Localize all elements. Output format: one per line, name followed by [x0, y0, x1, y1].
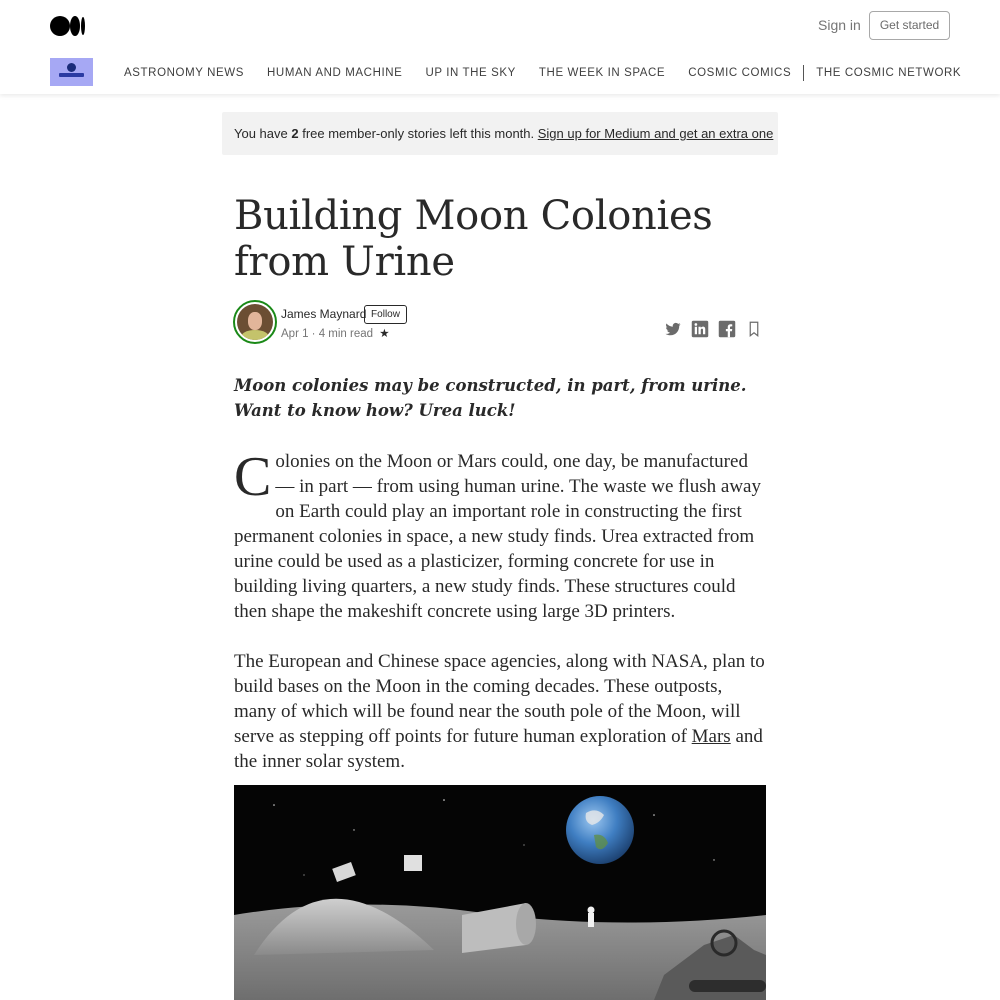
drop-cap: C	[234, 446, 272, 508]
date-readtime: Apr 1 · 4 min read	[281, 328, 374, 340]
medium-logo[interactable]	[50, 15, 86, 37]
nav-item-the-week-in-space[interactable]: THE WEEK IN SPACE	[538, 67, 666, 79]
sign-in-link[interactable]: Sign in	[818, 17, 861, 33]
publication-nav	[124, 65, 984, 81]
publication-logo[interactable]	[50, 58, 93, 86]
get-started-button[interactable]: Get started	[869, 11, 950, 40]
article-subtitle: Moon colonies may be constructed, in part, from urine. Want to know how? Urea luck!	[234, 376, 747, 420]
nav-item-up-in-the-sky[interactable]: UP IN THE SKY	[425, 67, 516, 79]
nav-item-astronomy-news[interactable]: ASTRONOMY NEWS	[124, 67, 245, 79]
nav-divider	[803, 65, 804, 81]
paragraph-2-text-a: The European and Chinese space agencies, along with NASA, plan to build bases on the Moon in the coming decades. These outposts, many of which will be found near the south pole of the Moon, will serve as stepping off points for future human exploration of	[234, 651, 765, 747]
facebook-icon[interactable]	[718, 320, 736, 338]
nav-item-cosmic-comics[interactable]: COSMIC COMICS	[688, 67, 792, 79]
banner-middle: free member-only stories left this month.	[298, 126, 538, 141]
paragraph-2-text-b: and the inner solar system.	[234, 726, 763, 772]
mars-link[interactable]: Mars	[691, 726, 731, 747]
member-star-icon: ★	[379, 328, 390, 340]
signup-link[interactable]: Sign up for Medium and get an extra one	[537, 126, 774, 141]
moon-colony-image	[234, 785, 766, 1000]
paragraph-2	[234, 649, 766, 774]
bookmark-icon[interactable]	[745, 320, 763, 338]
banner-count: 2	[291, 126, 299, 141]
author-avatar[interactable]	[233, 300, 277, 344]
article-meta	[281, 326, 390, 340]
share-actions	[664, 320, 763, 338]
nav-item-the-cosmic-network[interactable]: THE COSMIC NETWORK	[816, 67, 962, 79]
twitter-icon[interactable]	[664, 320, 682, 338]
linkedin-icon[interactable]	[691, 320, 709, 338]
article-title: Building Moon Colonies from Urine	[234, 193, 713, 285]
author-name[interactable]: James Maynard	[281, 307, 367, 321]
paragraph-1	[234, 446, 766, 624]
banner-prefix: You have	[234, 126, 292, 141]
paragraph-1-text: olonies on the Moon or Mars could, one day, be manufactured — in part — from using human urine. The waste we flush away on Earth could play an important role in constructing the first permanent colonies in space, a new study finds. Urea extracted from urine could be used as a plasticizer, forming concrete for use in building living quarters, a new study finds. These structures could then shape the makeshift concrete using large 3D printers.	[234, 451, 761, 622]
member-stories-banner	[222, 112, 778, 155]
nav-item-human-and-machine[interactable]: HUMAN AND MACHINE	[267, 67, 403, 79]
follow-button[interactable]: Follow	[364, 305, 407, 324]
